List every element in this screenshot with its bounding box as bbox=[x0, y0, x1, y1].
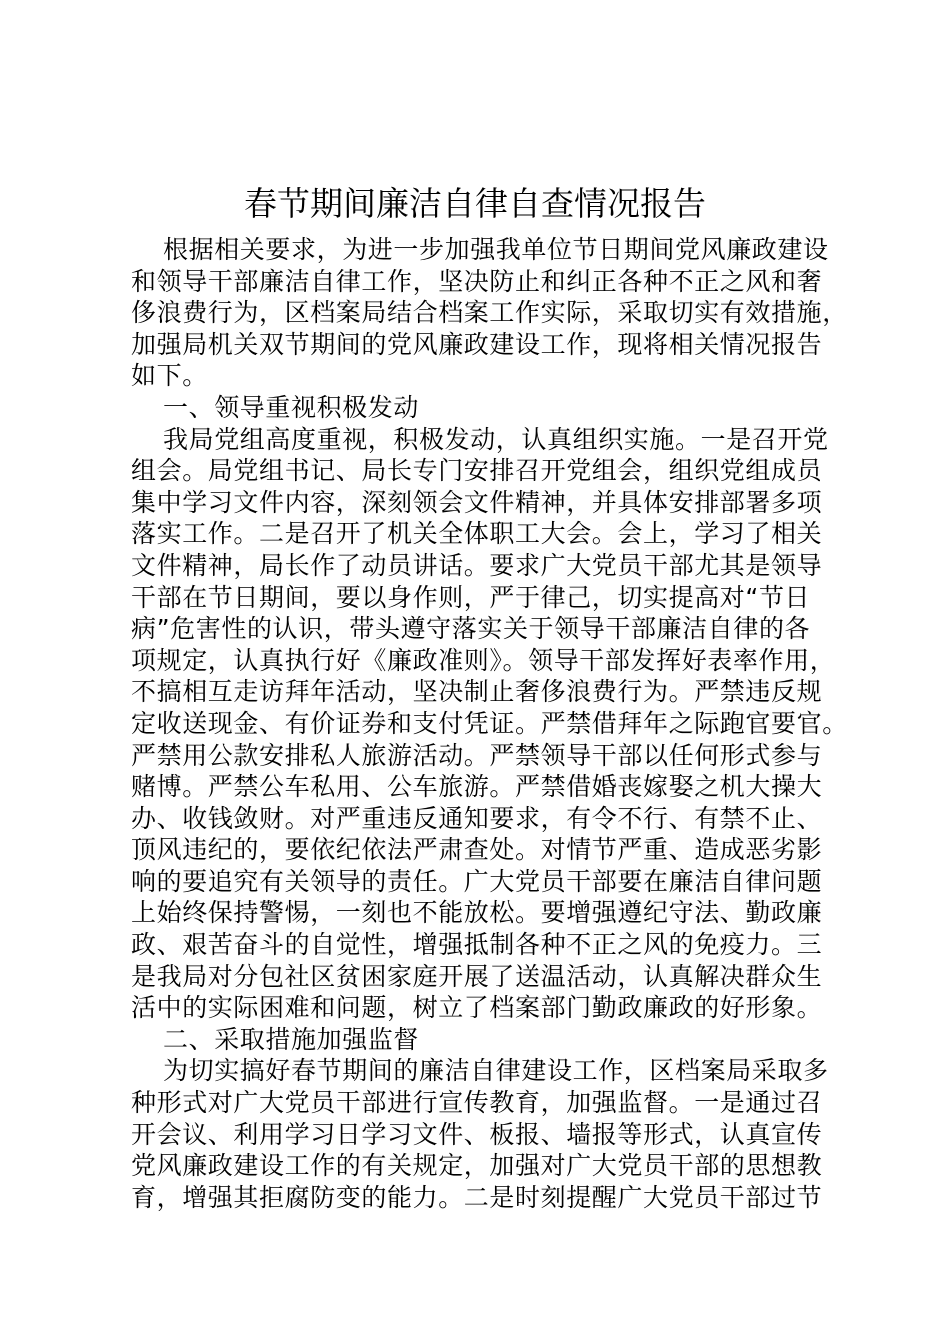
paragraph-line: 为切实搞好春节期间的廉洁自律建设工作，区档案局采取多 bbox=[163, 1056, 829, 1086]
paragraph-line: 是我局对分包社区贫困家庭开展了送温活动，认真解决群众生 bbox=[131, 961, 823, 991]
paragraph-line: 项规定，认真执行好《廉政准则》。领导干部发挥好表率作用， bbox=[131, 645, 836, 675]
paragraph-line: 组会。局党组书记、局长专门安排召开党组会，组织党组成员 bbox=[131, 456, 823, 486]
document-body bbox=[131, 234, 851, 1213]
paragraph-line: 种形式对广大党员干部进行宣传教育，加强监督。一是通过召 bbox=[131, 1088, 823, 1118]
paragraph-line: 严禁用公款安排私人旅游活动。严禁领导干部以任何形式参与 bbox=[131, 740, 823, 770]
paragraph-line: 病”危害性的认识，带头遵守落实关于领导干部廉洁自律的各 bbox=[131, 614, 811, 644]
paragraph-line: 我局党组高度重视，积极发动，认真组织实施。一是召开党 bbox=[163, 424, 829, 454]
paragraph-line: 加强局机关双节期间的党风廉政建设工作，现将相关情况报告 bbox=[131, 329, 823, 359]
paragraph-line: 响的要追究有关领导的责任。广大党员干部要在廉洁自律问题 bbox=[131, 866, 823, 896]
paragraph-line: 集中学习文件内容，深刻领会文件精神，并具体安排部署多项 bbox=[131, 487, 823, 517]
paragraph-line: 开会议、利用学习日学习文件、板报、墙报等形式，认真宣传 bbox=[131, 1119, 823, 1149]
paragraph-line: 和领导干部廉洁自律工作，坚决防止和纠正各种不正之风和奢 bbox=[131, 266, 823, 296]
paragraph-line: 育，增强其拒腐防变的能力。二是时刻提醒广大党员干部过节 bbox=[131, 1182, 823, 1212]
paragraph-line: 干部在节日期间，要以身作则，严于律己，切实提高对“节日 bbox=[131, 582, 811, 612]
document-title: 春节期间廉洁自律自查情况报告 bbox=[244, 184, 706, 223]
paragraph-line: 根据相关要求，为进一步加强我单位节日期间党风廉政建设 bbox=[163, 235, 829, 264]
paragraph-line: 文件精神，局长作了动员讲话。要求广大党员干部尤其是领导 bbox=[131, 550, 823, 580]
paragraph-line: 定收送现金、有价证券和支付凭证。严禁借拜年之际跑官要官。 bbox=[131, 708, 848, 738]
paragraph-line: 政、艰苦奋斗的自觉性，增强抵制各种不正之风的免疫力。三 bbox=[131, 930, 823, 960]
paragraph-line: 上始终保持警惕，一刻也不能放松。要增强遵纪守法、勤政廉 bbox=[131, 898, 823, 928]
paragraph-line: 如下。 bbox=[131, 361, 208, 391]
paragraph-line: 党风廉政建设工作的有关规定，加强对广大党员干部的思想教 bbox=[131, 1151, 823, 1181]
section-heading: 一、领导重视积极发动 bbox=[163, 392, 420, 422]
paragraph-line: 办、收钱敛财。对严重违反通知要求，有令不行、有禁不止、 bbox=[131, 803, 823, 833]
paragraph-line: 侈浪费行为，区档案局结合档案工作实际，采取切实有效措施， bbox=[131, 298, 848, 328]
paragraph-line: 赌博。严禁公车私用、公车旅游。严禁借婚丧嫁娶之机大操大 bbox=[131, 772, 823, 802]
section-heading: 二、采取措施加强监督 bbox=[163, 1024, 420, 1054]
paragraph-line: 落实工作。二是召开了机关全体职工大会。会上，学习了相关 bbox=[131, 519, 823, 549]
paragraph-line: 活中的实际困难和问题，树立了档案部门勤政廉政的好形象。 bbox=[131, 993, 823, 1023]
paragraph-line: 顶风违纪的，要依纪依法严肃查处。对情节严重、造成恶劣影 bbox=[131, 835, 823, 865]
paragraph-line: 不搞相互走访拜年活动，坚决制止奢侈浪费行为。严禁违反规 bbox=[131, 677, 823, 707]
